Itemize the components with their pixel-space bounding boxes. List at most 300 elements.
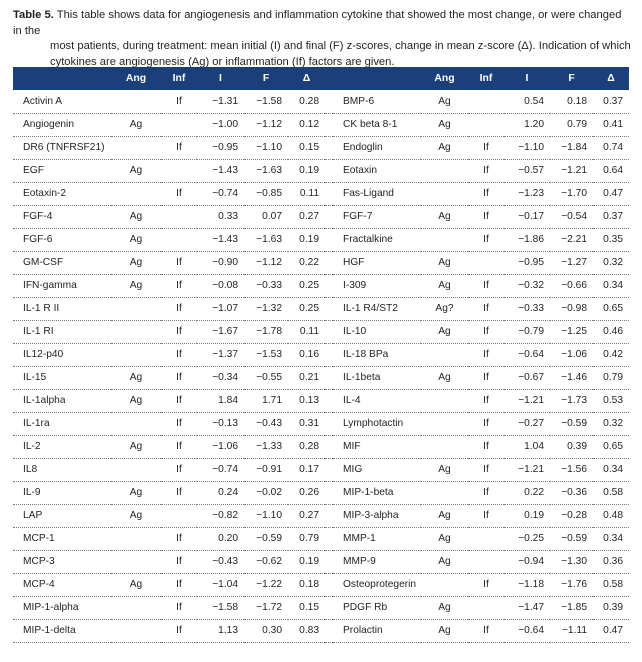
cell-inf-left: If <box>161 366 197 389</box>
cell-ang-left: Ag <box>111 573 161 596</box>
cell-inf-right: If <box>468 619 504 642</box>
cell-ang-right <box>421 228 468 251</box>
header-inf-right: Inf <box>479 73 493 84</box>
cell-name-right: BMP-6 <box>333 90 421 113</box>
cell-name-left: MCP-1 <box>13 527 111 550</box>
table-row <box>13 228 629 251</box>
cell-delta-right: 0.36 <box>593 550 629 573</box>
cell-ang-left: Ag <box>111 274 161 297</box>
cell-ang-right: Ag <box>421 504 468 527</box>
cell-inf-right: If <box>468 435 504 458</box>
cell-ang-right: Ag <box>421 251 468 274</box>
cell-i-left: −1.06 <box>197 435 244 458</box>
cell-name-right: Eotaxin <box>333 159 421 182</box>
column-gap <box>325 182 333 205</box>
cell-f-right: −0.36 <box>550 481 593 504</box>
column-gap <box>325 389 333 412</box>
cell-inf-left: If <box>161 550 197 573</box>
cell-delta-right: 0.47 <box>593 619 629 642</box>
cell-i-right: −1.47 <box>504 596 550 619</box>
cell-ang-left <box>111 596 161 619</box>
cell-inf-left: If <box>161 90 197 113</box>
column-gap <box>325 596 333 619</box>
cell-inf-right: If <box>468 205 504 228</box>
cell-i-right: −1.10 <box>504 136 550 159</box>
cell-delta-right: 0.47 <box>593 182 629 205</box>
cell-i-right: −1.86 <box>504 228 550 251</box>
cell-delta-left: 0.27 <box>288 205 325 228</box>
cell-f-right: 0.18 <box>550 90 593 113</box>
cell-ang-right: Ag <box>421 619 468 642</box>
cell-f-right: −1.06 <box>550 343 593 366</box>
cell-f-right: −0.98 <box>550 297 593 320</box>
table-row <box>13 182 629 205</box>
header-i-right: I <box>525 73 529 84</box>
cell-name-right: Lymphotactin <box>333 412 421 435</box>
cell-i-right: −0.67 <box>504 366 550 389</box>
cell-name-left: EGF <box>13 159 111 182</box>
cell-f-right: −1.56 <box>550 458 593 481</box>
cell-name-left: IL-1alpha <box>13 389 111 412</box>
cell-inf-right: If <box>468 228 504 251</box>
header-i-left: I <box>219 73 222 84</box>
caption-line-2: most patients, during treatment: mean initial (I) and final (F) z-scores, change in mean z-score (Δ). Indication of which <box>50 40 631 53</box>
cell-name-left: Eotaxin-2 <box>13 182 111 205</box>
cell-delta-right: 0.53 <box>593 389 629 412</box>
cell-delta-right: 0.65 <box>593 435 629 458</box>
cell-delta-left: 0.25 <box>288 274 325 297</box>
cell-f-left: −0.85 <box>244 182 288 205</box>
cell-inf-right <box>468 251 504 274</box>
cell-i-left: −0.43 <box>197 550 244 573</box>
cell-ang-right: Ag <box>421 113 468 136</box>
table-container <box>13 67 629 643</box>
cell-name-right: FGF-7 <box>333 205 421 228</box>
header-delta-right: Δ <box>607 73 615 84</box>
cell-ang-right <box>421 435 468 458</box>
cell-inf-left <box>161 159 197 182</box>
column-gap <box>325 573 333 596</box>
cell-i-left: −1.58 <box>197 596 244 619</box>
cell-i-left: −1.67 <box>197 320 244 343</box>
cell-i-right: −1.18 <box>504 573 550 596</box>
cell-name-right: Osteoprotegerin <box>333 573 421 596</box>
cell-f-left: −1.33 <box>244 435 288 458</box>
table-row <box>13 205 629 228</box>
cell-f-right: −1.21 <box>550 159 593 182</box>
cell-f-right: −1.84 <box>550 136 593 159</box>
cell-inf-right: If <box>468 343 504 366</box>
cell-i-right: −0.27 <box>504 412 550 435</box>
cell-delta-right: 0.39 <box>593 596 629 619</box>
table-row <box>13 596 629 619</box>
cell-ang-left <box>111 458 161 481</box>
cell-delta-left: 0.21 <box>288 366 325 389</box>
table-body <box>13 90 629 642</box>
cell-delta-right: 0.42 <box>593 343 629 366</box>
cell-i-right: −0.32 <box>504 274 550 297</box>
cell-name-left: MCP-4 <box>13 573 111 596</box>
cell-ang-left: Ag <box>111 228 161 251</box>
column-gap <box>325 251 333 274</box>
cell-inf-left: If <box>161 182 197 205</box>
caption-label: Table 5. <box>13 9 54 21</box>
table-row <box>13 113 629 136</box>
cell-delta-left: 0.17 <box>288 458 325 481</box>
cell-inf-left <box>161 504 197 527</box>
cell-inf-left: If <box>161 274 197 297</box>
cell-name-left: LAP <box>13 504 111 527</box>
cell-f-left: −1.53 <box>244 343 288 366</box>
cell-delta-left: 0.26 <box>288 481 325 504</box>
cell-ang-left <box>111 320 161 343</box>
cell-delta-left: 0.31 <box>288 412 325 435</box>
cell-name-left: IL-1 R II <box>13 297 111 320</box>
cell-inf-right <box>468 113 504 136</box>
cell-ang-left: Ag <box>111 389 161 412</box>
cell-ang-left: Ag <box>111 366 161 389</box>
cell-delta-right: 0.32 <box>593 251 629 274</box>
cell-i-left: −1.07 <box>197 297 244 320</box>
cell-f-left: 0.07 <box>244 205 288 228</box>
cell-delta-right: 0.32 <box>593 412 629 435</box>
cell-f-left: −0.02 <box>244 481 288 504</box>
table-row <box>13 320 629 343</box>
cell-name-left: Angiogenin <box>13 113 111 136</box>
cell-ang-left: Ag <box>111 159 161 182</box>
cell-i-right: 1.20 <box>504 113 550 136</box>
cell-ang-left <box>111 297 161 320</box>
cell-f-right: −0.28 <box>550 504 593 527</box>
cell-ang-right: Ag <box>421 550 468 573</box>
cell-name-right: IL-18 BPa <box>333 343 421 366</box>
cell-i-right: −0.57 <box>504 159 550 182</box>
cell-name-right: MIP-3-alpha <box>333 504 421 527</box>
cell-ang-right: Ag <box>421 366 468 389</box>
cell-inf-right: If <box>468 159 504 182</box>
column-gap <box>325 228 333 251</box>
cell-f-left: −0.33 <box>244 274 288 297</box>
column-gap <box>325 504 333 527</box>
cell-f-right: −1.30 <box>550 550 593 573</box>
header-inf-left: Inf <box>172 73 186 84</box>
column-gap <box>325 366 333 389</box>
cell-name-left: FGF-4 <box>13 205 111 228</box>
column-gap <box>325 136 333 159</box>
table-row <box>13 458 629 481</box>
cell-inf-left: If <box>161 251 197 274</box>
cell-ang-right: Ag <box>421 458 468 481</box>
cell-i-left: −0.08 <box>197 274 244 297</box>
cell-inf-right <box>468 90 504 113</box>
cell-i-right: −0.33 <box>504 297 550 320</box>
cell-delta-left: 0.27 <box>288 504 325 527</box>
cell-delta-left: 0.19 <box>288 550 325 573</box>
cell-delta-right: 0.74 <box>593 136 629 159</box>
column-gap <box>325 205 333 228</box>
cell-inf-right: If <box>468 182 504 205</box>
cell-delta-left: 0.16 <box>288 343 325 366</box>
cell-f-right: −0.59 <box>550 527 593 550</box>
cell-ang-left: Ag <box>111 113 161 136</box>
cell-f-left: −0.62 <box>244 550 288 573</box>
cell-delta-right: 0.79 <box>593 366 629 389</box>
cell-f-right: −1.25 <box>550 320 593 343</box>
column-gap <box>325 527 333 550</box>
cell-delta-right: 0.34 <box>593 527 629 550</box>
cell-inf-left: If <box>161 343 197 366</box>
cell-f-left: −0.43 <box>244 412 288 435</box>
cell-inf-left: If <box>161 389 197 412</box>
cell-inf-left <box>161 228 197 251</box>
cell-i-left: 0.20 <box>197 527 244 550</box>
cell-i-left: −0.95 <box>197 136 244 159</box>
column-gap <box>325 458 333 481</box>
cell-ang-left <box>111 136 161 159</box>
cell-ang-right <box>421 159 468 182</box>
cell-name-right: MMP-9 <box>333 550 421 573</box>
cell-ang-right: Ag <box>421 527 468 550</box>
cell-delta-left: 0.11 <box>288 320 325 343</box>
cell-name-left: IL-1 RI <box>13 320 111 343</box>
cell-ang-left <box>111 343 161 366</box>
cell-inf-left: If <box>161 527 197 550</box>
cell-ang-right <box>421 389 468 412</box>
table-row <box>13 90 629 113</box>
cell-ang-left <box>111 412 161 435</box>
cell-ang-left: Ag <box>111 481 161 504</box>
cell-i-left: −0.74 <box>197 182 244 205</box>
cell-f-left: −1.12 <box>244 113 288 136</box>
cell-name-right: Fas-Ligand <box>333 182 421 205</box>
cell-ang-right: Ag <box>421 274 468 297</box>
cell-i-left: −1.04 <box>197 573 244 596</box>
cell-name-left: MCP-3 <box>13 550 111 573</box>
cell-inf-right: If <box>468 274 504 297</box>
cell-f-right: −1.27 <box>550 251 593 274</box>
cell-i-left: 1.13 <box>197 619 244 642</box>
table-row <box>13 527 629 550</box>
cell-name-left: IFN-gamma <box>13 274 111 297</box>
cell-i-left: −1.00 <box>197 113 244 136</box>
cell-ang-right: Ag <box>421 136 468 159</box>
cell-delta-right: 0.64 <box>593 159 629 182</box>
cell-f-right: −0.59 <box>550 412 593 435</box>
column-gap <box>325 343 333 366</box>
cell-i-left: −0.34 <box>197 366 244 389</box>
cell-f-right: −1.85 <box>550 596 593 619</box>
cell-i-left: −1.43 <box>197 159 244 182</box>
cell-ang-right: Ag <box>421 90 468 113</box>
table-row <box>13 481 629 504</box>
header-ang-left: Ang <box>125 73 147 84</box>
cell-f-left: −1.10 <box>244 504 288 527</box>
cell-name-right: MIG <box>333 458 421 481</box>
cell-delta-right: 0.48 <box>593 504 629 527</box>
cell-ang-left <box>111 550 161 573</box>
cell-name-right: IL-4 <box>333 389 421 412</box>
cell-delta-right: 0.65 <box>593 297 629 320</box>
cell-inf-right <box>468 550 504 573</box>
table-row <box>13 159 629 182</box>
cell-i-right: −0.64 <box>504 619 550 642</box>
column-gap <box>325 113 333 136</box>
column-gap <box>325 274 333 297</box>
cell-f-left: −0.59 <box>244 527 288 550</box>
table-row <box>13 366 629 389</box>
cell-i-left: 0.33 <box>197 205 244 228</box>
cell-inf-right: If <box>468 573 504 596</box>
cell-delta-left: 0.19 <box>288 228 325 251</box>
table-row <box>13 343 629 366</box>
cell-delta-left: 0.25 <box>288 297 325 320</box>
cell-f-left: −1.10 <box>244 136 288 159</box>
cell-i-right: −0.79 <box>504 320 550 343</box>
cell-name-left: FGF-6 <box>13 228 111 251</box>
cell-i-left: 1.84 <box>197 389 244 412</box>
cell-ang-right: Ag <box>421 320 468 343</box>
table-row <box>13 136 629 159</box>
cell-name-right: Fractalkine <box>333 228 421 251</box>
header-name-left <box>13 67 111 90</box>
table-row <box>13 274 629 297</box>
cell-ang-left: Ag <box>111 504 161 527</box>
cell-f-left: −1.58 <box>244 90 288 113</box>
cell-f-right: −0.66 <box>550 274 593 297</box>
header-row <box>13 67 629 90</box>
cell-inf-left: If <box>161 320 197 343</box>
column-gap <box>325 90 333 113</box>
cell-i-right: −1.21 <box>504 389 550 412</box>
cell-delta-right: 0.58 <box>593 481 629 504</box>
table-row <box>13 619 629 642</box>
cell-name-left: IL12-p40 <box>13 343 111 366</box>
cell-ang-right <box>421 343 468 366</box>
cell-f-right: −1.46 <box>550 366 593 389</box>
cell-i-right: 0.19 <box>504 504 550 527</box>
cell-inf-right: If <box>468 320 504 343</box>
column-gap <box>325 320 333 343</box>
cell-inf-left: If <box>161 481 197 504</box>
cell-i-left: −1.31 <box>197 90 244 113</box>
cell-i-left: −0.13 <box>197 412 244 435</box>
cell-inf-right <box>468 527 504 550</box>
cell-f-left: −1.22 <box>244 573 288 596</box>
cell-delta-left: 0.79 <box>288 527 325 550</box>
cell-i-left: −0.82 <box>197 504 244 527</box>
cell-i-right: −1.23 <box>504 182 550 205</box>
cell-delta-left: 0.28 <box>288 90 325 113</box>
column-gap <box>325 297 333 320</box>
cell-inf-left: If <box>161 458 197 481</box>
cell-name-left: IL-1ra <box>13 412 111 435</box>
cell-inf-right: If <box>468 297 504 320</box>
cell-delta-right: 0.46 <box>593 320 629 343</box>
cell-i-left: −0.74 <box>197 458 244 481</box>
cell-f-right: 0.39 <box>550 435 593 458</box>
cell-i-right: −0.64 <box>504 343 550 366</box>
cell-inf-left <box>161 205 197 228</box>
cell-inf-left: If <box>161 619 197 642</box>
cell-delta-right: 0.35 <box>593 228 629 251</box>
table-row <box>13 550 629 573</box>
cell-f-right: 0.79 <box>550 113 593 136</box>
cell-ang-left: Ag <box>111 435 161 458</box>
column-gap <box>325 550 333 573</box>
header-name-right <box>333 67 421 90</box>
cell-inf-right: If <box>468 412 504 435</box>
header-f-right: F <box>568 73 575 84</box>
cell-f-right: −1.76 <box>550 573 593 596</box>
cell-f-left: −0.55 <box>244 366 288 389</box>
header-delta-left: Δ <box>302 73 311 84</box>
cell-f-right: −1.70 <box>550 182 593 205</box>
cell-name-right: Prolactin <box>333 619 421 642</box>
cell-delta-right: 0.37 <box>593 205 629 228</box>
cell-name-left: IL-15 <box>13 366 111 389</box>
cell-name-left: GM-CSF <box>13 251 111 274</box>
cell-inf-right: If <box>468 481 504 504</box>
cell-i-left: −1.37 <box>197 343 244 366</box>
column-gap <box>325 159 333 182</box>
column-gap <box>325 619 333 642</box>
cell-name-left: MIP-1-alpha <box>13 596 111 619</box>
cell-delta-left: 0.15 <box>288 596 325 619</box>
cell-f-left: −0.91 <box>244 458 288 481</box>
cell-f-left: −1.12 <box>244 251 288 274</box>
cell-inf-left: If <box>161 297 197 320</box>
cell-f-left: 1.71 <box>244 389 288 412</box>
cell-i-right: 0.22 <box>504 481 550 504</box>
cell-f-left: −1.32 <box>244 297 288 320</box>
cell-i-left: 0.24 <box>197 481 244 504</box>
cell-name-right: Endoglin <box>333 136 421 159</box>
cell-delta-left: 0.13 <box>288 389 325 412</box>
cell-inf-left: If <box>161 136 197 159</box>
header-f-left: F <box>262 73 270 84</box>
cell-ang-right: Ag? <box>421 297 468 320</box>
cell-name-left: IL-9 <box>13 481 111 504</box>
column-gap <box>325 435 333 458</box>
header-ang-right: Ang <box>434 73 455 84</box>
table-row <box>13 251 629 274</box>
cell-i-right: −1.21 <box>504 458 550 481</box>
cell-ang-left <box>111 527 161 550</box>
cell-delta-right: 0.37 <box>593 90 629 113</box>
cell-inf-left <box>161 113 197 136</box>
cell-ang-right <box>421 412 468 435</box>
cell-i-left: −1.43 <box>197 228 244 251</box>
cell-delta-left: 0.28 <box>288 435 325 458</box>
cell-delta-left: 0.83 <box>288 619 325 642</box>
cell-delta-right: 0.41 <box>593 113 629 136</box>
cell-ang-right: Ag <box>421 205 468 228</box>
cell-inf-left: If <box>161 596 197 619</box>
table-row <box>13 504 629 527</box>
cell-delta-right: 0.34 <box>593 274 629 297</box>
cell-f-left: −1.63 <box>244 159 288 182</box>
cell-name-right: CK beta 8-1 <box>333 113 421 136</box>
cell-delta-left: 0.11 <box>288 182 325 205</box>
cell-inf-left: If <box>161 573 197 596</box>
cell-i-right: 0.54 <box>504 90 550 113</box>
table-row <box>13 389 629 412</box>
cell-ang-right <box>421 573 468 596</box>
table-row <box>13 412 629 435</box>
cytokine-table <box>13 67 629 643</box>
cell-ang-left <box>111 90 161 113</box>
cell-name-left: IL-2 <box>13 435 111 458</box>
